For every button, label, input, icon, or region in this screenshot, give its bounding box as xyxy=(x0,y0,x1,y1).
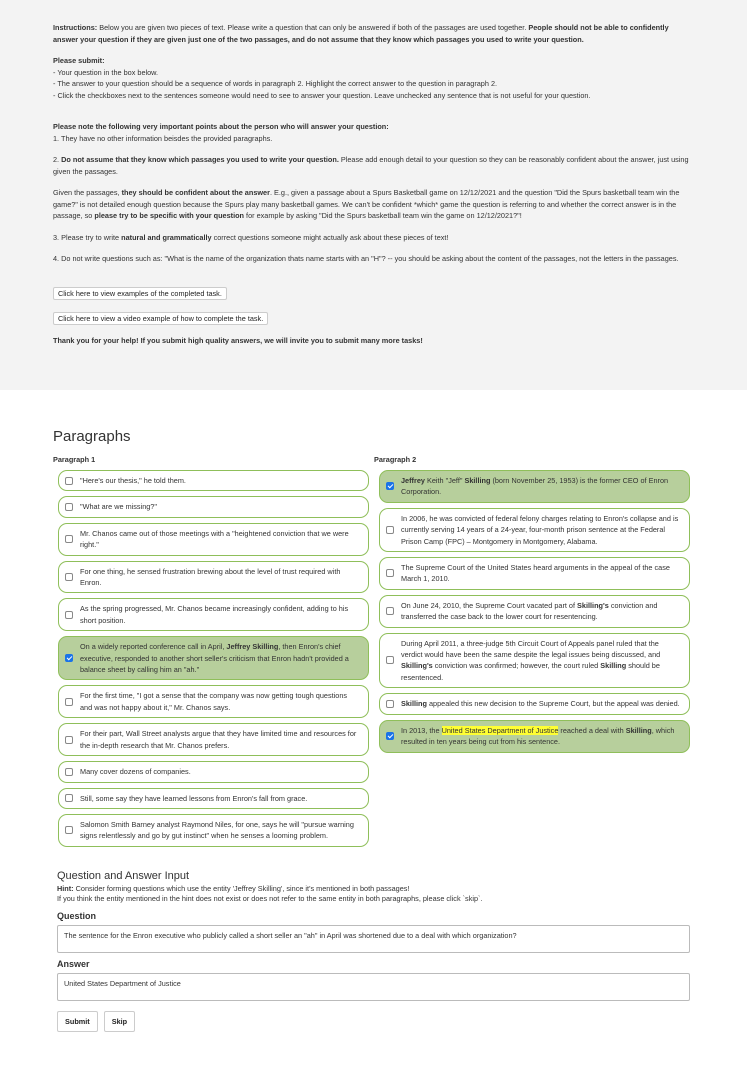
entity-bold: Jeffrey xyxy=(401,476,425,485)
paragraph-1-label: Paragraph 1 xyxy=(53,455,96,464)
note-item: 1. They have no other information beisdes the provided paragraphs. xyxy=(53,133,273,143)
sentence-checkbox[interactable] xyxy=(386,700,394,708)
entity-bold: Skilling xyxy=(401,699,427,709)
sentence-text xyxy=(401,698,681,709)
note-item-3 xyxy=(53,187,694,222)
sentence-text: Still, some say they have learned lessons from Enron's fall from grace. xyxy=(80,793,308,803)
sentence-text xyxy=(401,600,681,623)
text-part: conviction and transferred the case back to the lower court for resentencing. xyxy=(401,600,658,622)
p2-sentence-checked[interactable] xyxy=(379,720,690,753)
text-part: should be resentenced. xyxy=(401,661,660,682)
sentence-text: "Here's our thesis," he told them. xyxy=(80,476,186,485)
note-text: Please add enough detail to your question so they can be reasonably confident about the answer, just using given the passages. xyxy=(53,155,689,176)
sentence-text: The Supreme Court of the United States heard arguments in the appeal of the case March 1, 2010. xyxy=(401,563,670,584)
answer-label: Answer xyxy=(57,958,90,969)
note-text: 3. Please try to write xyxy=(53,232,122,242)
sentence-checkbox[interactable] xyxy=(386,526,394,534)
text-part: , which resulted in ten years being cut from his sentence. xyxy=(401,725,675,747)
p1-sentence[interactable] xyxy=(58,598,369,631)
intro-bold-2: People should not be able to confidently answer your question if they are given just one of the two passages, and do not assume that they know which passages you used to write your question. xyxy=(53,23,669,44)
p1-sentence[interactable] xyxy=(58,523,369,556)
answer-textarea[interactable]: United States Department of Justice xyxy=(57,973,690,1001)
p2-sentence[interactable] xyxy=(379,693,690,714)
submit-item: - Your question in the box below. xyxy=(53,67,159,77)
qa-title: Question and Answer Input xyxy=(57,869,190,882)
paragraph-2-label: Paragraph 2 xyxy=(374,455,417,464)
entity-bold: Skilling xyxy=(464,476,491,485)
question-label: Question xyxy=(57,910,97,921)
note-prefix: 2. xyxy=(53,155,62,164)
entity-bold: Skilling's xyxy=(577,600,609,610)
question-textarea[interactable]: The sentence for the Enron executive who publicly called a short seller an "ah" in April was shortened due to a deal with which organization? xyxy=(57,925,690,953)
p1-sentence[interactable] xyxy=(58,685,369,718)
sentence-checkbox[interactable] xyxy=(65,736,73,744)
sentence-text: Mr. Chanos came out of those meetings with a "heightened conviction that we were right." xyxy=(80,528,349,550)
sentence-text: Many cover dozens of companies. xyxy=(80,767,191,777)
text-part: (born November 25, 1953) is the former CEO of Enron Corporation. xyxy=(401,476,669,497)
p1-sentence[interactable] xyxy=(58,814,369,847)
submit-item: - Click the checkboxes next to the sentences someone would need to see to answer your question. Leave unchecked any sentence that is not useful for your question. xyxy=(53,90,591,100)
p2-sentence[interactable] xyxy=(379,633,690,689)
note-bold: please try to be specific with your question xyxy=(94,211,245,220)
paragraphs-title: Paragraphs xyxy=(53,428,131,445)
p2-sentence[interactable] xyxy=(379,508,690,552)
view-examples-button[interactable]: Click here to view examples of the completed task. xyxy=(53,287,227,300)
text-part: During April 2011, a three-judge 5th Circuit Court of Appeals panel ruled that the verdict would have been the same despite the legal issues being discussed, and xyxy=(401,638,661,660)
p1-sentence[interactable] xyxy=(58,788,369,809)
sentence-checkbox[interactable] xyxy=(65,794,73,802)
answer-highlight[interactable]: United States Department of Justice xyxy=(441,725,559,735)
view-video-button[interactable]: Click here to view a video example of how to complete the task. xyxy=(53,312,268,325)
sentence-checkbox[interactable] xyxy=(386,607,394,615)
note-item-5 xyxy=(53,253,694,265)
sentence-checkbox[interactable] xyxy=(65,768,73,776)
note-bold: natural and grammatically xyxy=(121,232,212,242)
paragraphs-section xyxy=(0,428,747,852)
sentence-text: As the spring progressed, Mr. Chanos became increasingly confident, adding to his short position. xyxy=(80,604,349,625)
p2-sentence[interactable] xyxy=(379,557,690,590)
sentence-checkbox[interactable] xyxy=(65,654,73,662)
text-part: On June 24, 2010, the Supreme Court vacated part of xyxy=(401,600,578,610)
sentence-checkbox[interactable] xyxy=(65,535,73,543)
note-text: . E.g., given a passage about a Spurs Basketball game on 12/12/2021 and the question "Did the Spurs basketball team win the game?" is not detailed enough question because the Spurs play many basketball games. We can't be confident *which* game the question is referring to and whether the correct answer is in the passage, so xyxy=(53,188,680,220)
sentence-text: For their part, Wall Street analysts argue that they have limited time and resources for the in-depth research that Mr. Chanos prefers. xyxy=(80,729,357,750)
sentence-text xyxy=(401,725,681,748)
p1-sentence[interactable] xyxy=(58,470,369,491)
skip-button[interactable]: Skip xyxy=(104,1011,135,1032)
p1-sentence[interactable] xyxy=(58,761,369,782)
note-bold: Do not assume that they know which passages you used to write your question. xyxy=(61,155,339,164)
sentence-text xyxy=(401,638,681,684)
note-bold: they should be confident about the answer xyxy=(121,188,270,197)
sentence-text xyxy=(401,475,681,498)
text-part: appealed this new decision to the Supreme Court, but the appeal was denied. xyxy=(426,699,680,709)
thanks-text: Thank you for your help! If you submit high quality answers, we will invite you to submit many more tasks! xyxy=(53,335,423,345)
sentence-checkbox[interactable] xyxy=(386,569,394,577)
instructions-panel xyxy=(0,0,747,390)
sentence-text: Salomon Smith Barney analyst Raymond Niles, for one, says he will "pursue warning signs relentlessly and go by gut instinct" when he senses a looming problem. xyxy=(80,819,354,841)
entity-bold: Skilling xyxy=(625,725,652,735)
submit-item: - The answer to your question should be a sequence of words in paragraph 2. Highlight the correct answer to the question in paragraph 2. xyxy=(53,79,498,88)
intro-bold: Instructions: xyxy=(53,23,98,32)
sentence-checkbox[interactable] xyxy=(65,698,73,706)
submit-title: Please submit: xyxy=(53,56,105,65)
note-block xyxy=(53,121,694,144)
entity-bold: Skilling's xyxy=(401,661,433,671)
sentence-text: "What are we missing?" xyxy=(80,502,157,512)
qa-section xyxy=(0,870,747,1032)
p1-sentence-checked[interactable] xyxy=(58,636,369,680)
note-text: correct questions someone might actually ask about these pieces of text! xyxy=(211,232,449,242)
note-text: for example by asking "Did the Spurs basketball team win the game on 12/12/2021?"! xyxy=(244,211,522,220)
instructions-intro xyxy=(53,22,694,45)
sentence-checkbox[interactable] xyxy=(65,573,73,581)
entity-bold: Skilling xyxy=(600,661,627,671)
note-title: Please note the following very important points about the person who will answer your question: xyxy=(53,122,389,131)
sentence-text xyxy=(80,641,360,675)
text-part: conviction was confirmed; however, the court ruled xyxy=(432,661,601,671)
note-item-2 xyxy=(53,154,694,177)
submit-button[interactable]: Submit xyxy=(57,1011,98,1032)
p1-sentence[interactable] xyxy=(58,723,369,756)
sentence-checkbox[interactable] xyxy=(386,656,394,664)
hint-bold: Hint: xyxy=(57,883,74,893)
hint-text: Consider forming questions which use the entity 'Jeffrey Skilling', since it's mentioned in both passages! xyxy=(73,883,410,893)
note-text: 4. Do not write questions such as: "What is the name of the organization thats name starts with an "H"? -- you should be asking about the content of the passages, not the letters in the passages. xyxy=(53,254,679,263)
sentence-checkbox[interactable] xyxy=(65,826,73,834)
sentence-checkbox[interactable] xyxy=(65,611,73,619)
p1-sentence[interactable] xyxy=(58,496,369,517)
intro-text: Below you are given two pieces of text. Please write a question that can only be answered if both of the passages are used together. xyxy=(97,23,529,32)
sentence-text: For the first time, "I got a sense that the company was now getting tough questions and was not happy about it," Mr. Chanos says. xyxy=(80,691,348,712)
p2-sentence-checked[interactable] xyxy=(379,470,690,503)
sentence-checkbox[interactable] xyxy=(65,477,73,485)
submit-list xyxy=(53,55,694,101)
note-item-4 xyxy=(53,232,694,244)
entity-bold: Jeffrey Skilling xyxy=(226,642,279,652)
p2-sentence[interactable] xyxy=(379,595,690,628)
p1-sentence[interactable] xyxy=(58,561,369,594)
text-part: reached a deal with xyxy=(558,725,626,735)
hint-text-2: If you think the entity mentioned in the hint does not exist or does not refer to the same entity in both paragraphs, please click `skip`. xyxy=(57,894,483,904)
text-part: Keith "Jeff" xyxy=(424,476,465,485)
sentence-text: In 2006, he was convicted of federal felony charges relating to Enron's collapse and is currently serving 14 years of a 24-year, four-month prison sentence at the Federal Prison Camp (FPC) – Montgomery in Montgomery, Alabama. xyxy=(401,513,679,546)
sentence-checkbox[interactable] xyxy=(386,482,394,490)
text-part: , then Enron's chief executive, responded to another short seller's criticism that Enron hadn't provided a balance sheet by calling him an "ah." xyxy=(80,642,349,675)
paragraph-2-column xyxy=(374,451,690,852)
sentence-text: For one thing, he sensed frustration brewing about the level of trust required with Enron. xyxy=(80,566,341,588)
hint xyxy=(57,884,690,905)
text-part: In 2013, the xyxy=(401,725,442,735)
text-part: On a widely reported conference call in April, xyxy=(80,642,227,652)
sentence-checkbox[interactable] xyxy=(65,503,73,511)
paragraph-1-column xyxy=(53,451,369,852)
note-text: Given the passages, xyxy=(53,188,122,197)
sentence-checkbox[interactable] xyxy=(386,732,394,740)
